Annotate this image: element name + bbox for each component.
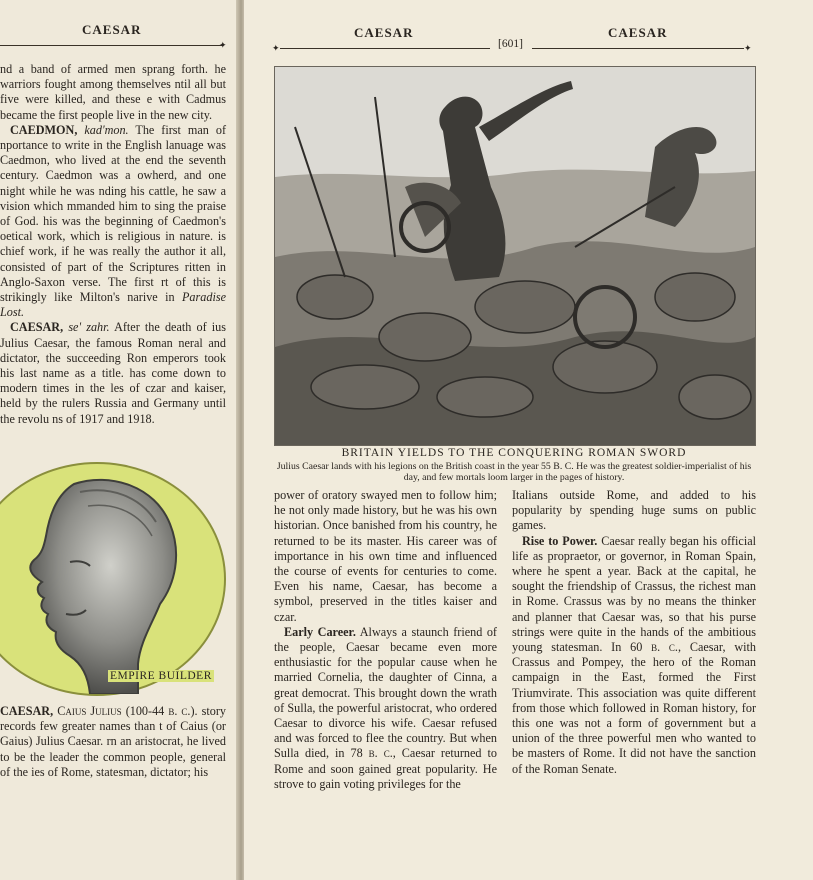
right-header-rule-right — [532, 48, 744, 49]
coin-caption: EMPIRE BUILDER — [110, 670, 212, 682]
rise-to-power-text-end: Caesar, with Crassus and Pompey, the hero of the Roman campaign in the East, formed the First Triumvirate. This association was quite different from those which followed in Roman history, for this one was not a form of government but a union of the three powerful men who wanted to be masters of Rome. It did not have the sanction of the Roman Senate. — [512, 640, 757, 776]
caesar-caius-era: b. c.). — [168, 704, 198, 718]
rise-to-power-text: Caesar really began his official life as propraetor, or governor, in Roman Spain, where he spent a year. Back at the capital, he sought the friendship of Crassus, the richest man in Rome. Crassus was by no means the thinker and planner that Caesar was, so that his purse strings were quite in the hands of the ambitious young statesman. In 60 — [512, 533, 756, 655]
early-career-paragraph — [274, 625, 497, 792]
early-career-text: Always a staunch friend of the people, Caesar became even more enthusiastic for the popular cause when he married Cornelia, the daughter of Cinna, a great democrat. This brought down the wrath of Sulla, the powerful aristocrat, who ordered Caesar to divorce his wife. Caesar refused and was forced to flee the country. But when Sulla died, in 78 — [274, 624, 497, 761]
rule-ornament: ✦ — [219, 40, 227, 50]
right-column-1 — [274, 488, 497, 792]
left-header-rule — [0, 45, 222, 46]
caesar-caius-text: story records few greater names than t of Caius (or Gaius) Julius Caesar. rn an aristocrat, he lived to be the leader the common people, general of the ies of Rome, statesman, dictator; his — [0, 704, 226, 779]
illustration-caption-title: BRITAIN YIELDS TO THE CONQUERING ROMAN SWORD — [341, 447, 687, 459]
caesar-caius-dates: (100-44 — [125, 704, 165, 718]
italians-paragraph: Italians outside Rome, and added to his popularity by spending huge sums on public games. — [512, 488, 756, 533]
oratory-paragraph: power of oratory swayed men to follow him; he not only made history, but he was his own historian. Once banished from his country, he returned to be its master. His career was of importance in his own time and influenced the course of events for centuries to come. Even his name, Caesar, has become a symbol, preserved in the titles kaiser and czar. — [274, 488, 497, 624]
rise-to-power-paragraph — [512, 534, 756, 777]
early-career-era: b. c., — [368, 746, 396, 761]
page-number: [601] — [498, 38, 523, 50]
caesar-title-text: After the death of ius Julius Caesar, the famous Roman neral and dictator, the succeeding Ron emperors took his last name as a title. has come down to modern times in the les of czar and kaiser, held by the rulers Russia and Germany until the revolu ns of 1917 and 1918. — [0, 320, 226, 426]
battle-illustration — [274, 66, 756, 446]
left-page — [0, 0, 238, 880]
caesar-title-head: CAESAR, — [10, 320, 64, 335]
caedmon-text: The first man of nportance to write in the English lanuage was Caedmon, who lived at the end the seventh century. Caedmon was a owherd, and one night while he was nding his cattle, he saw a vision which mmanded him to sing the praise of God. his was the beginning of Caedmon's oetical work, which is religious in nature. is chief work, if he was really the author it all, consisted of part of the Scriptures ritten in Anglo-Saxon verse. The first rt of this is strikingly like Milton's narive in — [0, 122, 227, 305]
rise-to-power-era: b. c., — [651, 640, 682, 655]
right-page-header-left: CAESAR — [354, 25, 414, 40]
rise-to-power-head: Rise to Power. — [522, 533, 598, 548]
left-page-header: CAESAR — [82, 22, 142, 37]
early-career-head: Early Career. — [284, 624, 356, 639]
right-page-header-right: CAESAR — [608, 25, 668, 40]
caesar-caius-name: Caius Julius — [57, 704, 122, 718]
paradise-lost-title: Paradise Lost. — [0, 290, 226, 320]
left-column-top — [0, 62, 226, 427]
rule-ornament-left: ✦ — [272, 43, 280, 53]
early-career-text-end: Caesar returned to Rome and soon gained great popularity. He strove to gain voting privileges for the — [274, 746, 497, 791]
caedmon-entry — [0, 123, 226, 321]
right-page — [244, 0, 813, 880]
caedmon-pronunciation: kad'mon. — [84, 122, 129, 137]
caesar-pronunciation: se' zahr. — [68, 320, 110, 335]
caedmon-head: CAEDMON, — [10, 122, 78, 137]
right-header-rule-left — [280, 48, 490, 49]
right-column-2 — [512, 488, 756, 777]
caesar-caius-head: CAESAR, — [0, 704, 54, 718]
rule-ornament-right: ✦ — [744, 43, 752, 53]
caesar-caius-entry — [0, 704, 226, 780]
caesar-coin-portrait — [0, 462, 226, 696]
caesar-profile-icon — [0, 464, 224, 694]
illustration-caption-text: Julius Caesar lands with his legions on the British coast in the year 55 B. C. He was the greatest soldier-imperialist of his day, and few mortals loom larger in the pages of history. — [276, 461, 752, 483]
roman-landing-engraving-icon — [275, 67, 755, 445]
cadmus-paragraph: nd a band of armed men sprang forth. he warriors fought among themselves ntil all but five were killed, and these e with Cadmus became the first people live in the new city. — [0, 62, 226, 122]
left-column-bottom — [0, 704, 226, 780]
caesar-title-entry — [0, 320, 226, 426]
